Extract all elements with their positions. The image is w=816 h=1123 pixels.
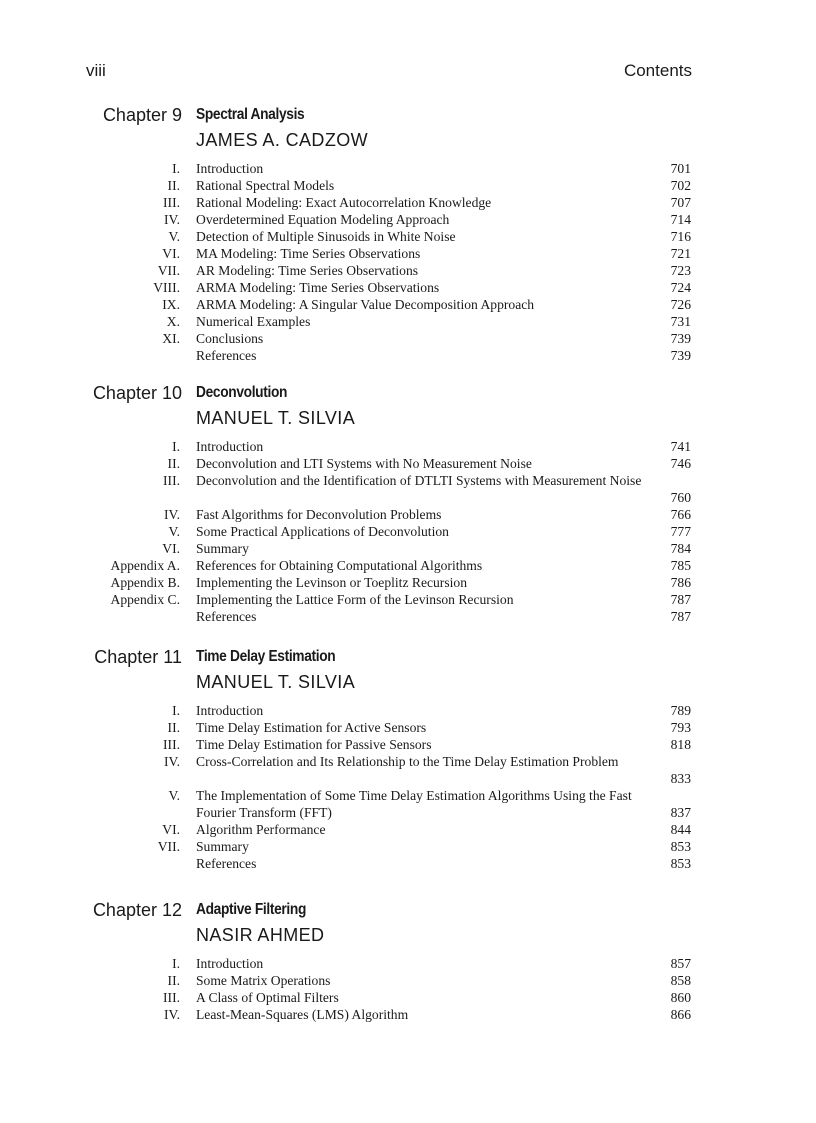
section-title: MA Modeling: Time Series Observations	[196, 246, 421, 261]
section-title: Overdetermined Equation Modeling Approach	[196, 212, 450, 227]
toc-entry	[0, 719, 816, 736]
section-number: Appendix A.	[110, 558, 180, 573]
section-title: References	[196, 856, 257, 871]
toc-entry	[0, 838, 816, 855]
chapter-author: MANUEL T. SILVIA	[196, 672, 356, 692]
section-page: 766	[670, 507, 691, 522]
section-number: Appendix C.	[110, 592, 180, 607]
section-title: Introduction	[196, 439, 264, 454]
toc-entry	[0, 245, 816, 262]
section-page: 860	[670, 990, 691, 1005]
toc-entry	[0, 989, 816, 1006]
section-number: V.	[168, 524, 180, 539]
chapter-title: Time Delay Estimation	[196, 648, 336, 665]
chapter-title: Spectral Analysis	[196, 106, 305, 123]
section-number: II.	[167, 973, 180, 988]
section-number: I.	[172, 956, 180, 971]
section-page: 739	[670, 331, 691, 346]
toc-entry	[0, 608, 816, 625]
section-page: 723	[670, 263, 691, 278]
section-page: 853	[670, 839, 691, 854]
section-number: III.	[163, 990, 180, 1005]
section-title: The Implementation of Some Time Delay Estimation Algorithms Using the Fast Fourier Transform (FFT)	[196, 788, 632, 820]
section-title: ARMA Modeling: A Singular Value Decomposition Approach	[196, 297, 535, 312]
chapter-label: Chapter 9	[102, 105, 182, 125]
section-page: 702	[670, 178, 691, 193]
section-title: Detection of Multiple Sinusoids in White Noise	[196, 229, 456, 244]
chapter-author: JAMES A. CADZOW	[196, 130, 369, 150]
section-number: VI.	[162, 822, 180, 837]
section-title: Introduction	[196, 161, 264, 176]
section-title: Algorithm Performance	[196, 822, 326, 837]
section-number: Appendix B.	[110, 575, 180, 590]
section-page: 858	[670, 973, 691, 988]
section-number: IX.	[162, 297, 180, 312]
toc-entry	[0, 279, 816, 296]
section-page: 784	[670, 541, 691, 556]
toc-entry	[0, 330, 816, 347]
toc-entry	[0, 472, 816, 506]
section-page: 789	[670, 703, 691, 718]
toc-entry	[0, 506, 816, 523]
section-page: 837	[670, 805, 691, 820]
section-page: 853	[670, 856, 691, 871]
toc-entry	[0, 855, 816, 872]
section-page: 787	[670, 592, 691, 607]
section-title: Fast Algorithms for Deconvolution Problems	[196, 507, 442, 522]
section-number: I.	[172, 161, 180, 176]
section-title: Least-Mean-Squares (LMS) Algorithm	[196, 1007, 409, 1022]
chapter-label: Chapter 11	[94, 647, 182, 667]
toc-entry	[0, 540, 816, 557]
section-title: References	[196, 609, 257, 624]
toc-entry	[0, 438, 816, 455]
toc-entry	[0, 455, 816, 472]
toc-entry	[0, 347, 816, 364]
section-number: IV.	[164, 212, 180, 227]
chapter-title: Deconvolution	[196, 384, 288, 401]
section-number: XI.	[162, 331, 180, 346]
section-title: Some Matrix Operations	[196, 973, 331, 988]
toc-entry	[0, 591, 816, 608]
section-title: Time Delay Estimation for Active Sensors	[196, 720, 427, 735]
section-title: Rational Modeling: Exact Autocorrelation Knowledge	[196, 195, 492, 210]
section-number: III.	[163, 737, 180, 752]
section-number: II.	[167, 720, 180, 735]
section-title: Deconvolution and LTI Systems with No Measurement Noise	[196, 456, 532, 471]
toc-entry	[0, 177, 816, 194]
section-title: Introduction	[196, 956, 264, 971]
section-number: VII.	[157, 263, 180, 278]
section-page: 866	[670, 1007, 691, 1022]
section-title: References	[196, 348, 257, 363]
section-number: VI.	[162, 541, 180, 556]
section-title: Rational Spectral Models	[196, 178, 335, 193]
toc-list	[0, 438, 816, 625]
toc-entry	[0, 753, 816, 787]
section-page: 786	[670, 575, 691, 590]
toc-entry	[0, 557, 816, 574]
section-number: V.	[168, 788, 180, 803]
toc-entry	[0, 262, 816, 279]
section-number: I.	[172, 703, 180, 718]
section-page: 739	[670, 348, 691, 363]
toc-entry	[0, 228, 816, 245]
section-number: X.	[166, 314, 180, 329]
section-page: 741	[670, 439, 691, 454]
section-title: Cross-Correlation and Its Relationship to the Time Delay Estimation Problem	[196, 754, 619, 769]
toc-entry	[0, 313, 816, 330]
toc-list	[0, 702, 816, 872]
section-number: IV.	[164, 1007, 180, 1022]
section-title: Implementing the Levinson or Toeplitz Recursion	[196, 575, 467, 590]
section-number: III.	[163, 473, 180, 488]
section-title: Some Practical Applications of Deconvolution	[196, 524, 449, 539]
section-page: 701	[670, 161, 691, 176]
section-page: 746	[670, 456, 691, 471]
section-page: 833	[670, 771, 691, 786]
section-number: IV.	[164, 507, 180, 522]
section-number: III.	[163, 195, 180, 210]
toc-list	[0, 955, 816, 1023]
section-page: 844	[670, 822, 691, 837]
section-page: 721	[670, 246, 691, 261]
toc-entry	[0, 194, 816, 211]
chapter-author: MANUEL T. SILVIA	[196, 408, 356, 428]
toc-entry	[0, 821, 816, 838]
toc-entry	[0, 523, 816, 540]
toc-list	[0, 160, 816, 364]
toc-entry	[0, 1006, 816, 1023]
section-number: IV.	[164, 754, 180, 769]
section-title: Conclusions	[196, 331, 264, 346]
section-page: 707	[670, 195, 691, 210]
section-page: 726	[670, 297, 691, 312]
section-page: 716	[670, 229, 691, 244]
section-title: Implementing the Lattice Form of the Levinson Recursion	[196, 592, 514, 607]
section-title: Introduction	[196, 703, 264, 718]
section-number: I.	[172, 439, 180, 454]
section-title: References for Obtaining Computational Algorithms	[196, 558, 483, 573]
section-page: 818	[670, 737, 691, 752]
page-header	[86, 61, 692, 85]
section-page: 785	[670, 558, 691, 573]
section-title: A Class of Optimal Filters	[196, 990, 339, 1005]
section-page: 787	[670, 609, 691, 624]
section-page: 777	[670, 524, 691, 539]
toc-entry	[0, 296, 816, 313]
section-number: II.	[167, 178, 180, 193]
section-page: 760	[670, 490, 691, 505]
chapter-title: Adaptive Filtering	[196, 901, 307, 918]
section-title: ARMA Modeling: Time Series Observations	[196, 280, 440, 295]
section-page: 857	[670, 956, 691, 971]
section-number: V.	[168, 229, 180, 244]
section-page: 724	[670, 280, 691, 295]
toc-entry	[0, 955, 816, 972]
toc-entry	[0, 736, 816, 753]
chapter-author: NASIR AHMED	[196, 925, 325, 945]
section-page: 714	[670, 212, 691, 227]
toc-entry	[0, 972, 816, 989]
section-page: 793	[670, 720, 691, 735]
section-number: VII.	[157, 839, 180, 854]
chapter-label: Chapter 12	[92, 900, 182, 920]
section-number: VI.	[162, 246, 180, 261]
running-head: Contents	[623, 61, 692, 80]
toc-entry	[0, 160, 816, 177]
chapter-label: Chapter 10	[92, 383, 182, 403]
section-title: Time Delay Estimation for Passive Sensors	[196, 737, 432, 752]
section-title: AR Modeling: Time Series Observations	[196, 263, 419, 278]
section-title: Summary	[196, 839, 249, 854]
section-title: Deconvolution and the Identification of DTLTI Systems with Measurement Noise	[196, 473, 642, 488]
toc-entry	[0, 211, 816, 228]
toc-entry	[0, 702, 816, 719]
section-number: VIII.	[153, 280, 180, 295]
section-page: 731	[670, 314, 691, 329]
page-number: viii	[86, 61, 106, 80]
section-title: Numerical Examples	[196, 314, 311, 329]
toc-entry	[0, 787, 816, 821]
section-title: Summary	[196, 541, 249, 556]
section-number: II.	[167, 456, 180, 471]
toc-entry	[0, 574, 816, 591]
